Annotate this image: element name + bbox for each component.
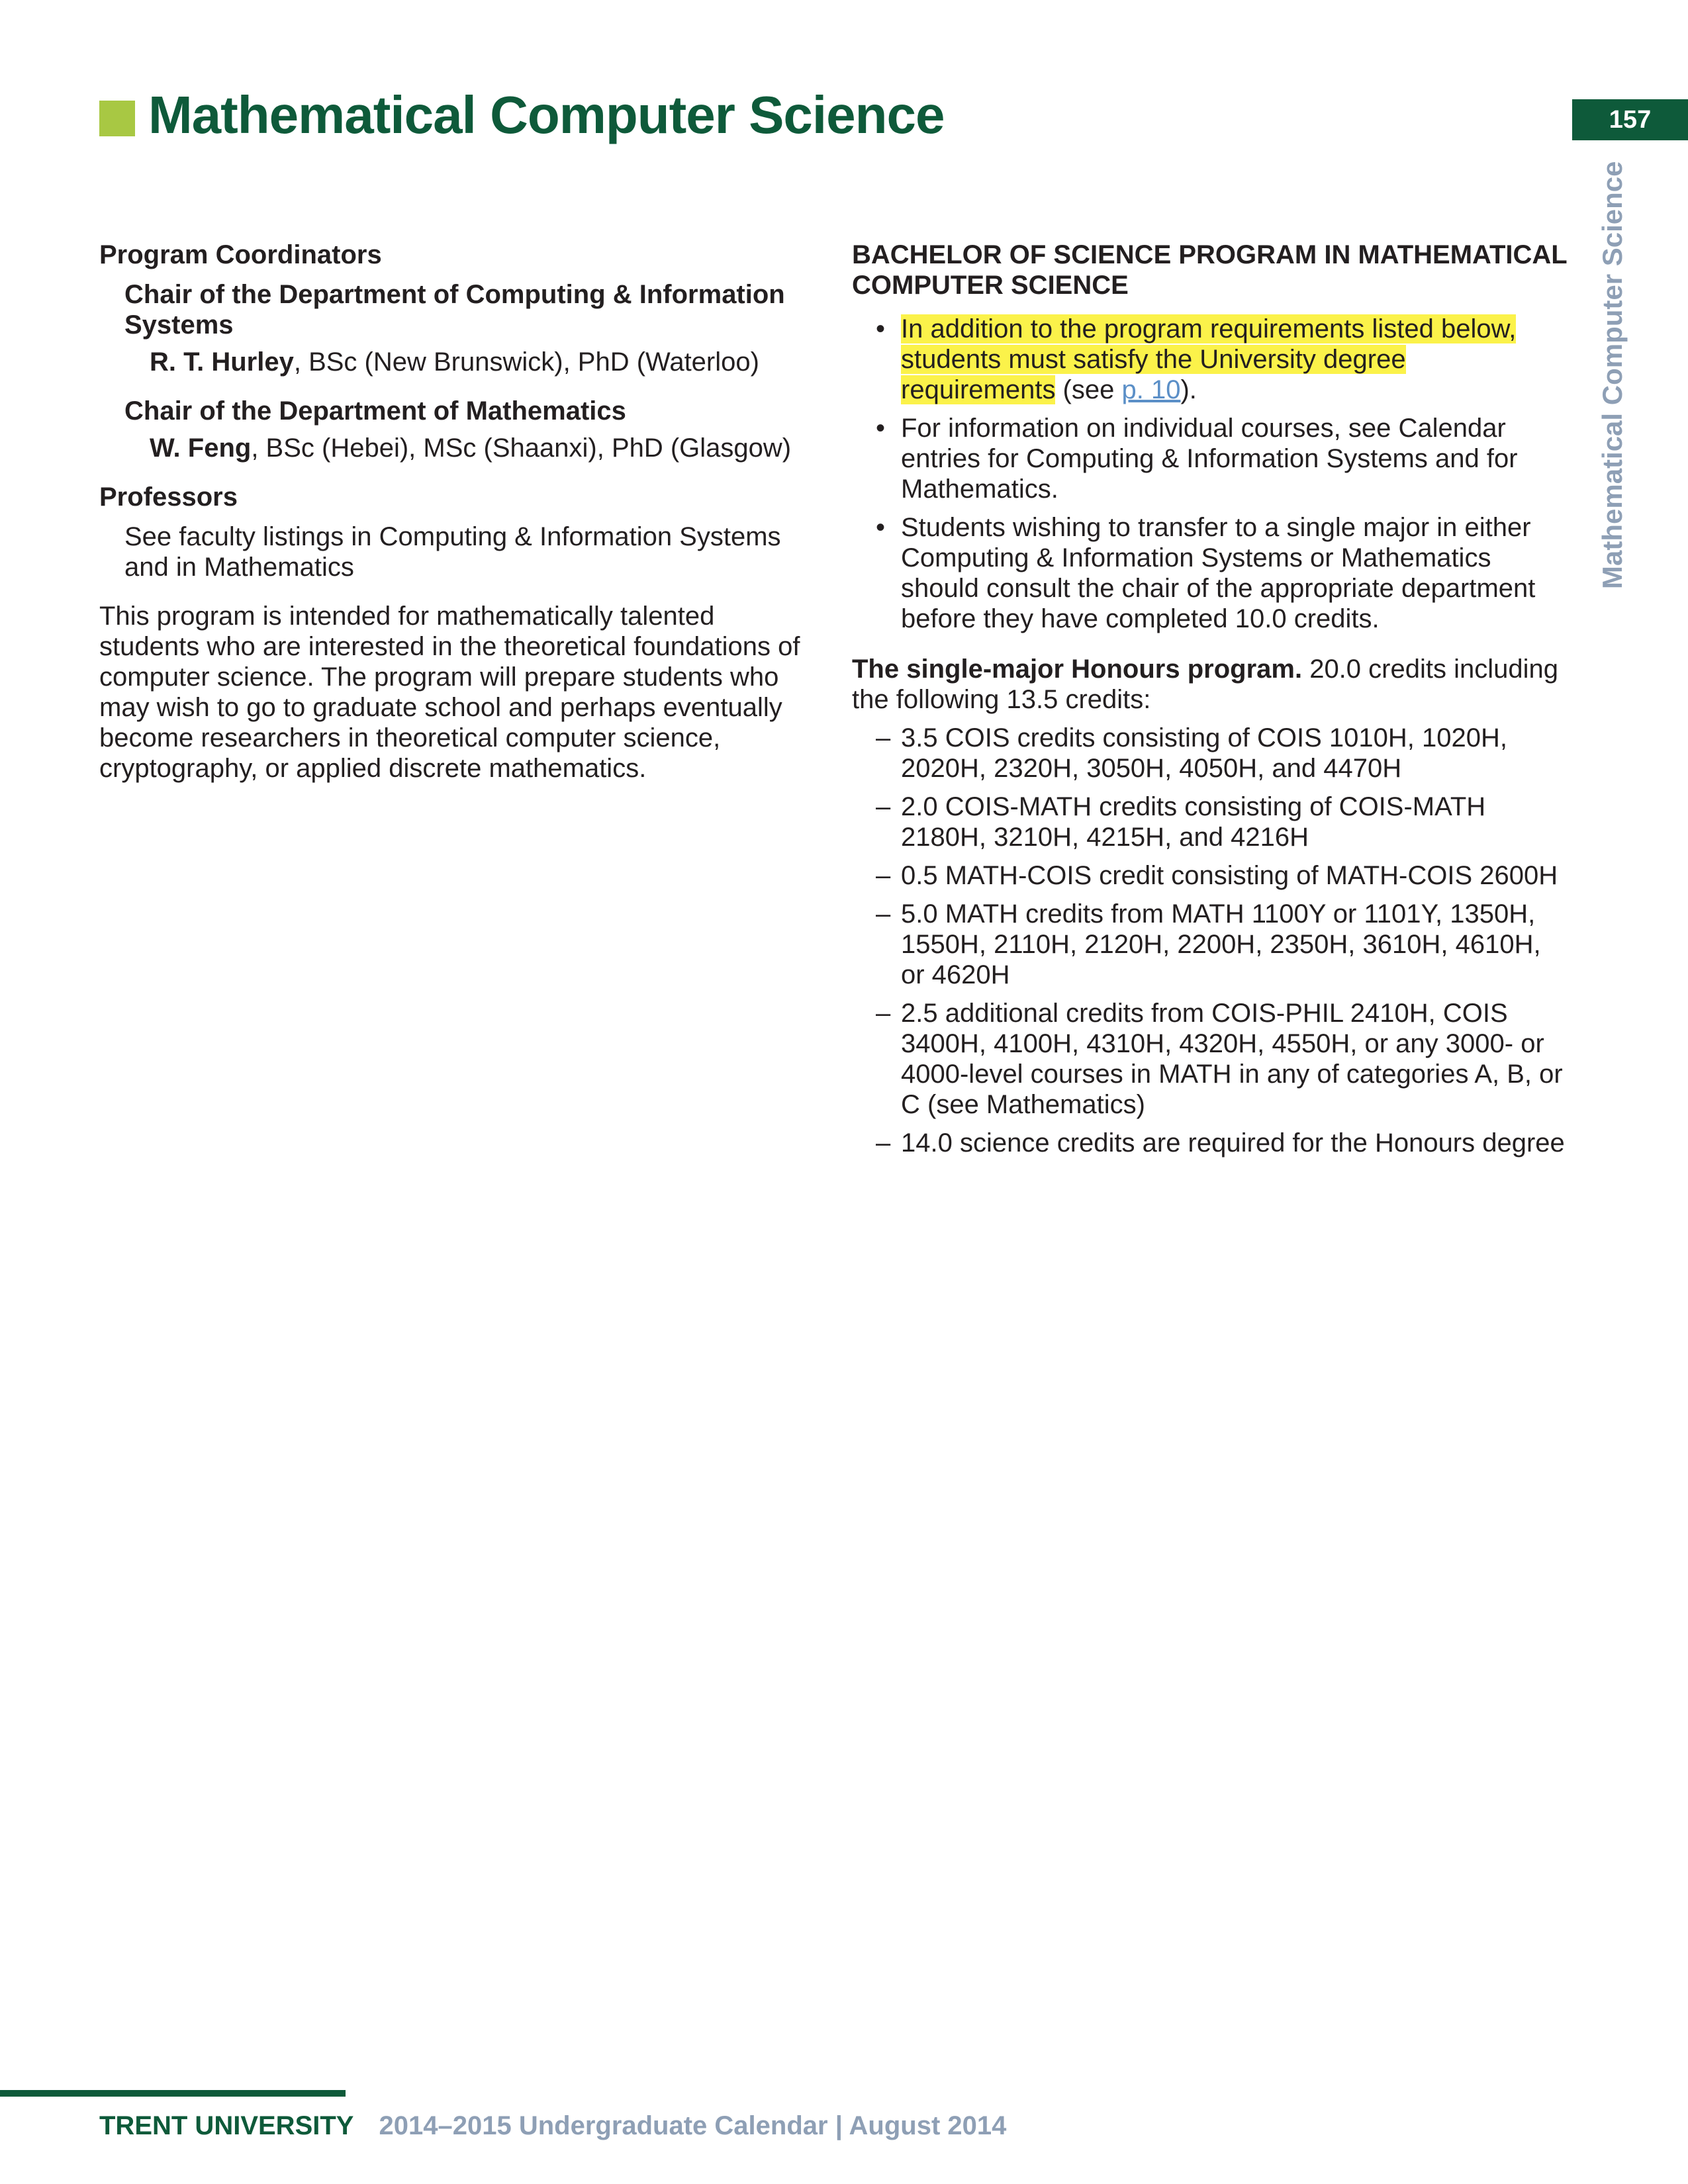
list-item xyxy=(852,998,1567,1120)
program-notes-list xyxy=(852,314,1567,634)
see-text: (see xyxy=(1055,375,1122,404)
professors-heading: Professors xyxy=(99,482,238,512)
chair-cis-person xyxy=(150,347,814,377)
bullet-icon: • xyxy=(876,314,886,343)
requirements-list xyxy=(852,723,1567,1158)
list-item xyxy=(852,860,1567,891)
list-item xyxy=(852,314,1567,405)
page-link[interactable]: p. 10 xyxy=(1121,375,1181,404)
program-intro-paragraph: This program is intended for mathematically talented students who are interested in the theoretical foundations of computer science. The program will prepare students who may wish to go to graduate school and perhaps eventually become researchers in theoretical computer science, cryptography, or applied discrete mathematics. xyxy=(99,602,800,783)
program-coordinators-heading: Program Coordinators xyxy=(99,240,382,269)
list-item xyxy=(852,723,1567,784)
title-marker-square xyxy=(99,101,135,136)
list-item-text: 0.5 MATH-COIS credit consisting of MATH-COIS 2600H xyxy=(901,861,1558,890)
list-item-text: 5.0 MATH credits from MATH 1100Y or 1101Y, 1350H, 1550H, 2110H, 2120H, 2200H, 2350H, 3610H, 4610H, or 4620H xyxy=(901,899,1541,989)
list-item-text: 2.5 additional credits from COIS-PHIL 2410H, COIS 3400H, 4100H, 4310H, 4320H, 4550H, or any 3000- or 4000-level courses in MATH in any of categories A, B, or C (see Mathematics) xyxy=(901,999,1563,1119)
list-item xyxy=(852,512,1567,634)
page-number-badge: 157 xyxy=(1572,99,1688,140)
list-item xyxy=(852,1128,1567,1158)
side-tab-label: Mathematical Computer Science xyxy=(1597,161,1628,589)
bullet-icon: • xyxy=(876,513,886,542)
chair-math-degrees: , BSc (Hebei), MSc (Shaanxi), PhD (Glasgow) xyxy=(251,433,792,463)
list-item-text: 14.0 science credits are required for the Honours degree xyxy=(901,1128,1565,1158)
bullet-icon: • xyxy=(876,414,886,443)
program-heading: BACHELOR OF SCIENCE PROGRAM IN MATHEMATICAL COMPUTER SCIENCE xyxy=(852,240,1567,300)
highlighted-text: In addition to the program requirements listed below, students must satisfy the University degree requirements xyxy=(901,314,1517,404)
footer-rule xyxy=(0,2090,346,2097)
list-item-text: 3.5 COIS credits consisting of COIS 1010H, 1020H, 2020H, 2320H, 3050H, 4050H, and 4470H xyxy=(901,723,1507,783)
list-item xyxy=(852,899,1567,990)
link-close-text: ). xyxy=(1180,375,1197,404)
honours-program-intro xyxy=(852,654,1567,715)
honours-credits-text: 20.0 credits including the following 13.5 credits: xyxy=(852,655,1558,714)
honours-heading: The single-major Honours program. xyxy=(852,655,1303,684)
list-item-text: For information on individual courses, see Calendar entries for Computing & Information Systems and for Mathematics. xyxy=(901,414,1518,504)
page-title: Mathematical Computer Science xyxy=(148,85,945,144)
chair-math-person xyxy=(150,433,814,463)
list-item-text: 2.0 COIS-MATH credits consisting of COIS-MATH 2180H, 3210H, 4215H, and 4216H xyxy=(901,792,1486,852)
chair-cis-name: R. T. Hurley xyxy=(150,347,294,377)
dash-icon: – xyxy=(876,861,891,890)
list-item xyxy=(852,413,1567,504)
chair-cis-heading: Chair of the Department of Computing & Information Systems xyxy=(124,280,785,340)
dash-icon: – xyxy=(876,723,891,752)
chair-math-name: W. Feng xyxy=(150,433,252,463)
list-item xyxy=(852,792,1567,852)
footer xyxy=(99,2111,1006,2141)
footer-university: TRENT UNIVERSITY xyxy=(99,2111,354,2140)
chair-cis-degrees: , BSc (New Brunswick), PhD (Waterloo) xyxy=(293,347,759,377)
chair-math-heading: Chair of the Department of Mathematics xyxy=(124,396,626,426)
dash-icon: – xyxy=(876,999,891,1028)
dash-icon: – xyxy=(876,1128,891,1158)
professors-text: See faculty listings in Computing & Information Systems and in Mathematics xyxy=(124,522,781,582)
footer-calendar: 2014–2015 Undergraduate Calendar | August 2014 xyxy=(379,2111,1007,2140)
left-column xyxy=(99,240,814,784)
dash-icon: – xyxy=(876,899,891,929)
dash-icon: – xyxy=(876,792,891,821)
list-item-text: Students wishing to transfer to a single major in either Computing & Information Systems or Mathematics should consult the chair of the appropriate department before they have completed 10.0 credits. xyxy=(901,513,1536,633)
right-column xyxy=(852,240,1567,1166)
